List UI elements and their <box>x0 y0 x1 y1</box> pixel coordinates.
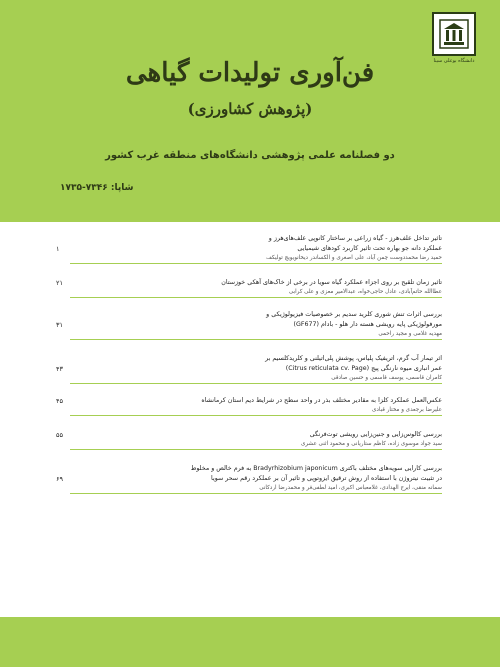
journal-subtitle: (پژوهش کشاورزی) <box>187 100 313 118</box>
toc-entry-title-line: بررسی کارایی سویه‌های مختلف باکتری Bradyrhizobium japonicum به فرم خالص و مخلوط <box>190 465 442 472</box>
journal-tagline: دو فصلنامه علمی پژوهشی دانشگاه‌های منطقه غرب کشور <box>105 150 395 161</box>
toc-entry-title-line: مورفولوژیکی پایه رویشی هسته دار هلو - بادام (GF677) <box>293 321 442 328</box>
toc-entry-title-line: عکس‌العمل عملکرد کلزا به مقادیر مختلف بذر در واحد سطح در شرایط دیم استان کرمانشاه <box>201 397 442 404</box>
issn-number: شاپا: ۷۳۴۶-۱۷۳۵ <box>60 183 134 193</box>
toc-entry-page-number: ۳۱ <box>56 321 63 329</box>
toc-entry-title-line: عمر انباری میوه نارنگی پیج (Citrus reticulata cv. Page) <box>285 365 442 372</box>
toc-entry-authors: عطاالله حاتم‌آبادی، عادل حاجی‌خواه، عبدالامیر معزی و علی کرابی <box>288 289 442 295</box>
toc-entry-title-line: تاثیر زمان تلقیح بر روی اجزاء عملکرد گیاه سویا در برخی از خاک‌های آهکی خوزستان <box>221 279 442 286</box>
university-emblem-icon <box>432 12 476 56</box>
table-of-contents-panel <box>0 222 500 617</box>
toc-entry-page-number: ۶۹ <box>56 475 63 483</box>
toc-entry[interactable] <box>56 234 442 264</box>
toc-entry-authors: حمید رضا محمددوست چمن آباد، علی اصغری و الکساندر دیخانویویچ تولیکف <box>266 255 442 261</box>
toc-entry[interactable] <box>56 278 442 298</box>
toc-entry-authors: سید جواد موسوی زاده، کاظم ستاریانی و محمود اثنی عشری <box>300 441 442 447</box>
toc-entry[interactable] <box>56 310 442 340</box>
cover-footer <box>0 617 500 667</box>
toc-entry-page-number: ۱ <box>56 245 60 253</box>
toc-entry-authors: مهدیه غلامی و مجید راحمی <box>378 331 442 337</box>
toc-entry-title-line: در تثبیت نیتروژن با استفاده از روش ترقیق ایزوتوپی و تاثیر آن بر عملکرد رقم سحر سویا <box>211 475 442 482</box>
toc-entry[interactable] <box>56 396 442 416</box>
toc-entry-authors: سمانه منقی، ایرج الهدادی، غلامعباس اکبری، امید لطفی‌فر و محمدرضا اردکانی <box>259 485 442 491</box>
toc-entry-page-number: ۵۵ <box>56 431 63 439</box>
toc-entry-page-number: ۴۵ <box>56 397 63 405</box>
toc-entry[interactable] <box>56 354 442 384</box>
logo-caption: دانشگاه بوعلی سینا <box>433 58 475 64</box>
toc-entry-title-line: بررسی اثرات تنش شوری کلرید سدیم بر خصوصیات فیزیولوژیکی و <box>266 311 442 318</box>
toc-entry-title-line: اثر تیمار آب گرم، اتریفیک پلیاس، پوشش پلی‌اتیلنی و کلریدکلسیم بر <box>265 355 442 362</box>
toc-entry-title-line: تاثیر تداخل علف‌هرز - گیاه زراعی بر ساختار کانوپی علف‌های‌هرز و <box>268 235 442 242</box>
cover-header <box>0 0 500 222</box>
toc-entry-authors: کامران قاسمی، یوسف قاسمی و حسین صادقی <box>331 375 442 381</box>
toc-entry-title-line: بررسی کالوس‌زایی و جنین‌زایی رویشی توت‌فرنگی <box>309 431 442 438</box>
toc-entry[interactable] <box>56 464 442 494</box>
toc-entry-page-number: ۲۱ <box>56 279 63 287</box>
university-logo <box>426 12 482 64</box>
toc-entry-authors: علیرضا برجعدی و مختار قبادی <box>372 407 442 413</box>
toc-entry[interactable] <box>56 430 442 450</box>
table-of-contents <box>56 234 442 494</box>
toc-entry-title-line: عملکرد دانه جو بهاره تحت تاثیر کاربرد کودهای شیمیایی <box>297 245 442 252</box>
journal-title: فن‌آوری تولیدات گیاهی <box>125 58 375 88</box>
toc-entry-page-number: ۴۳ <box>56 365 63 373</box>
